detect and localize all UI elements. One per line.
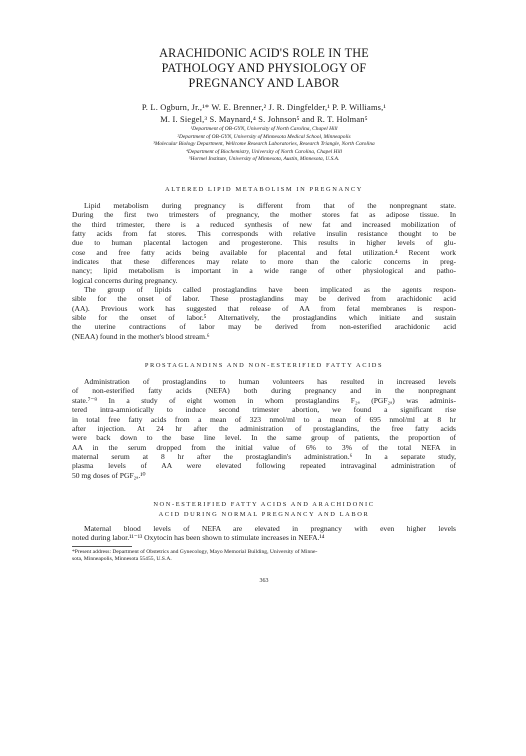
text-line: 50 mg doses of PGF₂ₐ.¹⁰ xyxy=(72,470,146,480)
text-line: logical concerns during pregnancy. xyxy=(72,275,178,285)
text-line: AA in the serum dropped from the initial value of 6% to 3% of the total NEFA in xyxy=(72,442,456,452)
section-heading-line: ACID DURING NORMAL PREGNANCY AND LABOR xyxy=(158,510,370,518)
text-line: (NEAA) found in the mother's blood stream.⁶ xyxy=(72,331,210,341)
text-line: cose and free fatty acids being available for placental and fetal utilization.⁴ Recent work xyxy=(72,247,456,257)
article-title xyxy=(72,46,456,91)
affiliation: ³Molecular Biology Department, Wellcome Research Laboratories, Research Triangle, North Carolina xyxy=(153,141,375,148)
text-line: Administration of prostaglandins to human volunteers has resulted in increased levels xyxy=(84,377,456,387)
footnote-line: *Present address: Department of Obstetrics and Gynecology, Mayo Memorial Building, University of Minne- xyxy=(72,548,318,555)
text-line: sible for the onset of labor. These prostaglandins may be derived from arachidonic acid xyxy=(72,294,456,304)
text-line: maternal serum at 8 hr after the prostaglandin's administration.⁶ In a separate study, xyxy=(72,451,456,461)
affiliation: ⁴Department of Biochemistry, University of North Carolina, Chapel Hill xyxy=(186,148,342,155)
paragraph xyxy=(72,524,456,543)
text-line: Maternal blood levels of NEFA are elevated in pregnancy with even higher levels xyxy=(84,523,456,533)
section-heading-line: NON-ESTERIFIED FATTY ACIDS AND ARACHIDONIC xyxy=(153,500,375,508)
text-line: sible for the onset of labor.⁵ Alternatively, the prostaglandins which initiate and sustain xyxy=(72,313,456,323)
title-line: ARACHIDONIC ACID'S ROLE IN THE xyxy=(159,46,369,60)
author-line: M. I. Siegel,³ S. Maynard,⁴ S. Johnson⁵ and R. T. Holman⁵ xyxy=(160,114,368,124)
text-line: state.⁷⁻⁹ In a study of eight women in whom prostaglandins F₂ₐ (PGF₂ₐ) was adminis- xyxy=(72,395,456,405)
footnote-divider xyxy=(72,546,132,547)
text-line: of non-esterified fatty acids (NEFA) both during pregnancy and in the nonpregnant xyxy=(72,386,456,396)
text-line: nancy; lipid metabolism is important in a wide range of other physiological and patho- xyxy=(72,266,456,276)
author-line: P. L. Ogburn, Jr.,¹* W. E. Brenner,² J. R. Dingfelder,¹ P. P. Williams,¹ xyxy=(141,103,387,112)
text-line: During the first two trimesters of pregnancy, the mother stores fat as adipose tissue. In xyxy=(72,210,456,220)
text-line: (AA). Previous work has suggested that release of AA from fetal membranes is respon- xyxy=(72,303,456,313)
text-line: the uterine contractions of labor may be derived from non-esterified arachidonic acid xyxy=(72,322,456,332)
text-line: indicates that these differences may relate to more than the caloric concerns in preg- xyxy=(72,257,456,267)
text-line: in total free fatty acids from a mean of 323 nmol/ml to a mean of 695 nmol/ml at 8 hr xyxy=(72,414,456,424)
text-line: The group of lipids called prostaglandins have been implicated as the agents respon- xyxy=(84,285,456,295)
text-line: due to human placental lactogen and progesterone. This results in higher levels of glu- xyxy=(72,238,456,248)
section-heading: PROSTAGLANDINS AND NON-ESTERIFIED FATTY ACIDS xyxy=(144,362,384,370)
affiliation: ⁵Hormel Institute, University of Minnesota, Austin, Minnesota, U.S.A. xyxy=(188,156,340,163)
paragraph xyxy=(72,377,456,480)
article-page xyxy=(72,0,456,584)
author-list xyxy=(72,102,456,125)
text-line: the third trimester, there is a reduced synthesis of new fat and increased mobilization of xyxy=(72,219,456,229)
paragraph xyxy=(72,285,456,341)
text-line: noted during labor.¹¹⁻¹³ Oxytocin has been shown to stimulate increases in NEFA.¹⁴ xyxy=(72,533,325,543)
section-heading: ALTERED LIPID METABOLISM IN PREGNANCY xyxy=(165,185,363,193)
footnote xyxy=(72,549,456,565)
text-line: fatty acids from fat stores. This corresponds with relative insulin resistance thought to be xyxy=(72,229,456,238)
paragraph xyxy=(72,201,456,285)
text-line: plasma levels of AA were elevated following repeated intravaginal administration of xyxy=(72,461,456,471)
affiliation: ²Department of OB-GYN, University of Minnesota Medical School, Minneapolis xyxy=(177,133,351,140)
title-line: PATHOLOGY AND PHYSIOLOGY OF xyxy=(161,61,367,75)
footnote-line: sota, Minneapolis, Minnesota 55455, U.S.A. xyxy=(72,556,172,563)
text-line: were back down to the base line level. In the same group of patients, the proportion of xyxy=(72,433,456,443)
affiliation-list xyxy=(72,126,456,164)
title-line: PREGNANCY AND LABOR xyxy=(188,76,340,90)
section-heading xyxy=(72,500,456,520)
text-line: after injection. At 24 hr after the administration of prostaglandins, the free fatty acids xyxy=(72,423,456,433)
affiliation: ¹Department of OB-GYN, University of North Carolina, Chapel Hill xyxy=(190,126,338,132)
text-line: tered intra-amniotically to induce second trimester abortion, we found a significant rise xyxy=(72,405,456,415)
page-number: 363 xyxy=(259,578,269,585)
text-line: Lipid metabolism during pregnancy is different from that of the nonpregnant state. xyxy=(84,200,456,210)
